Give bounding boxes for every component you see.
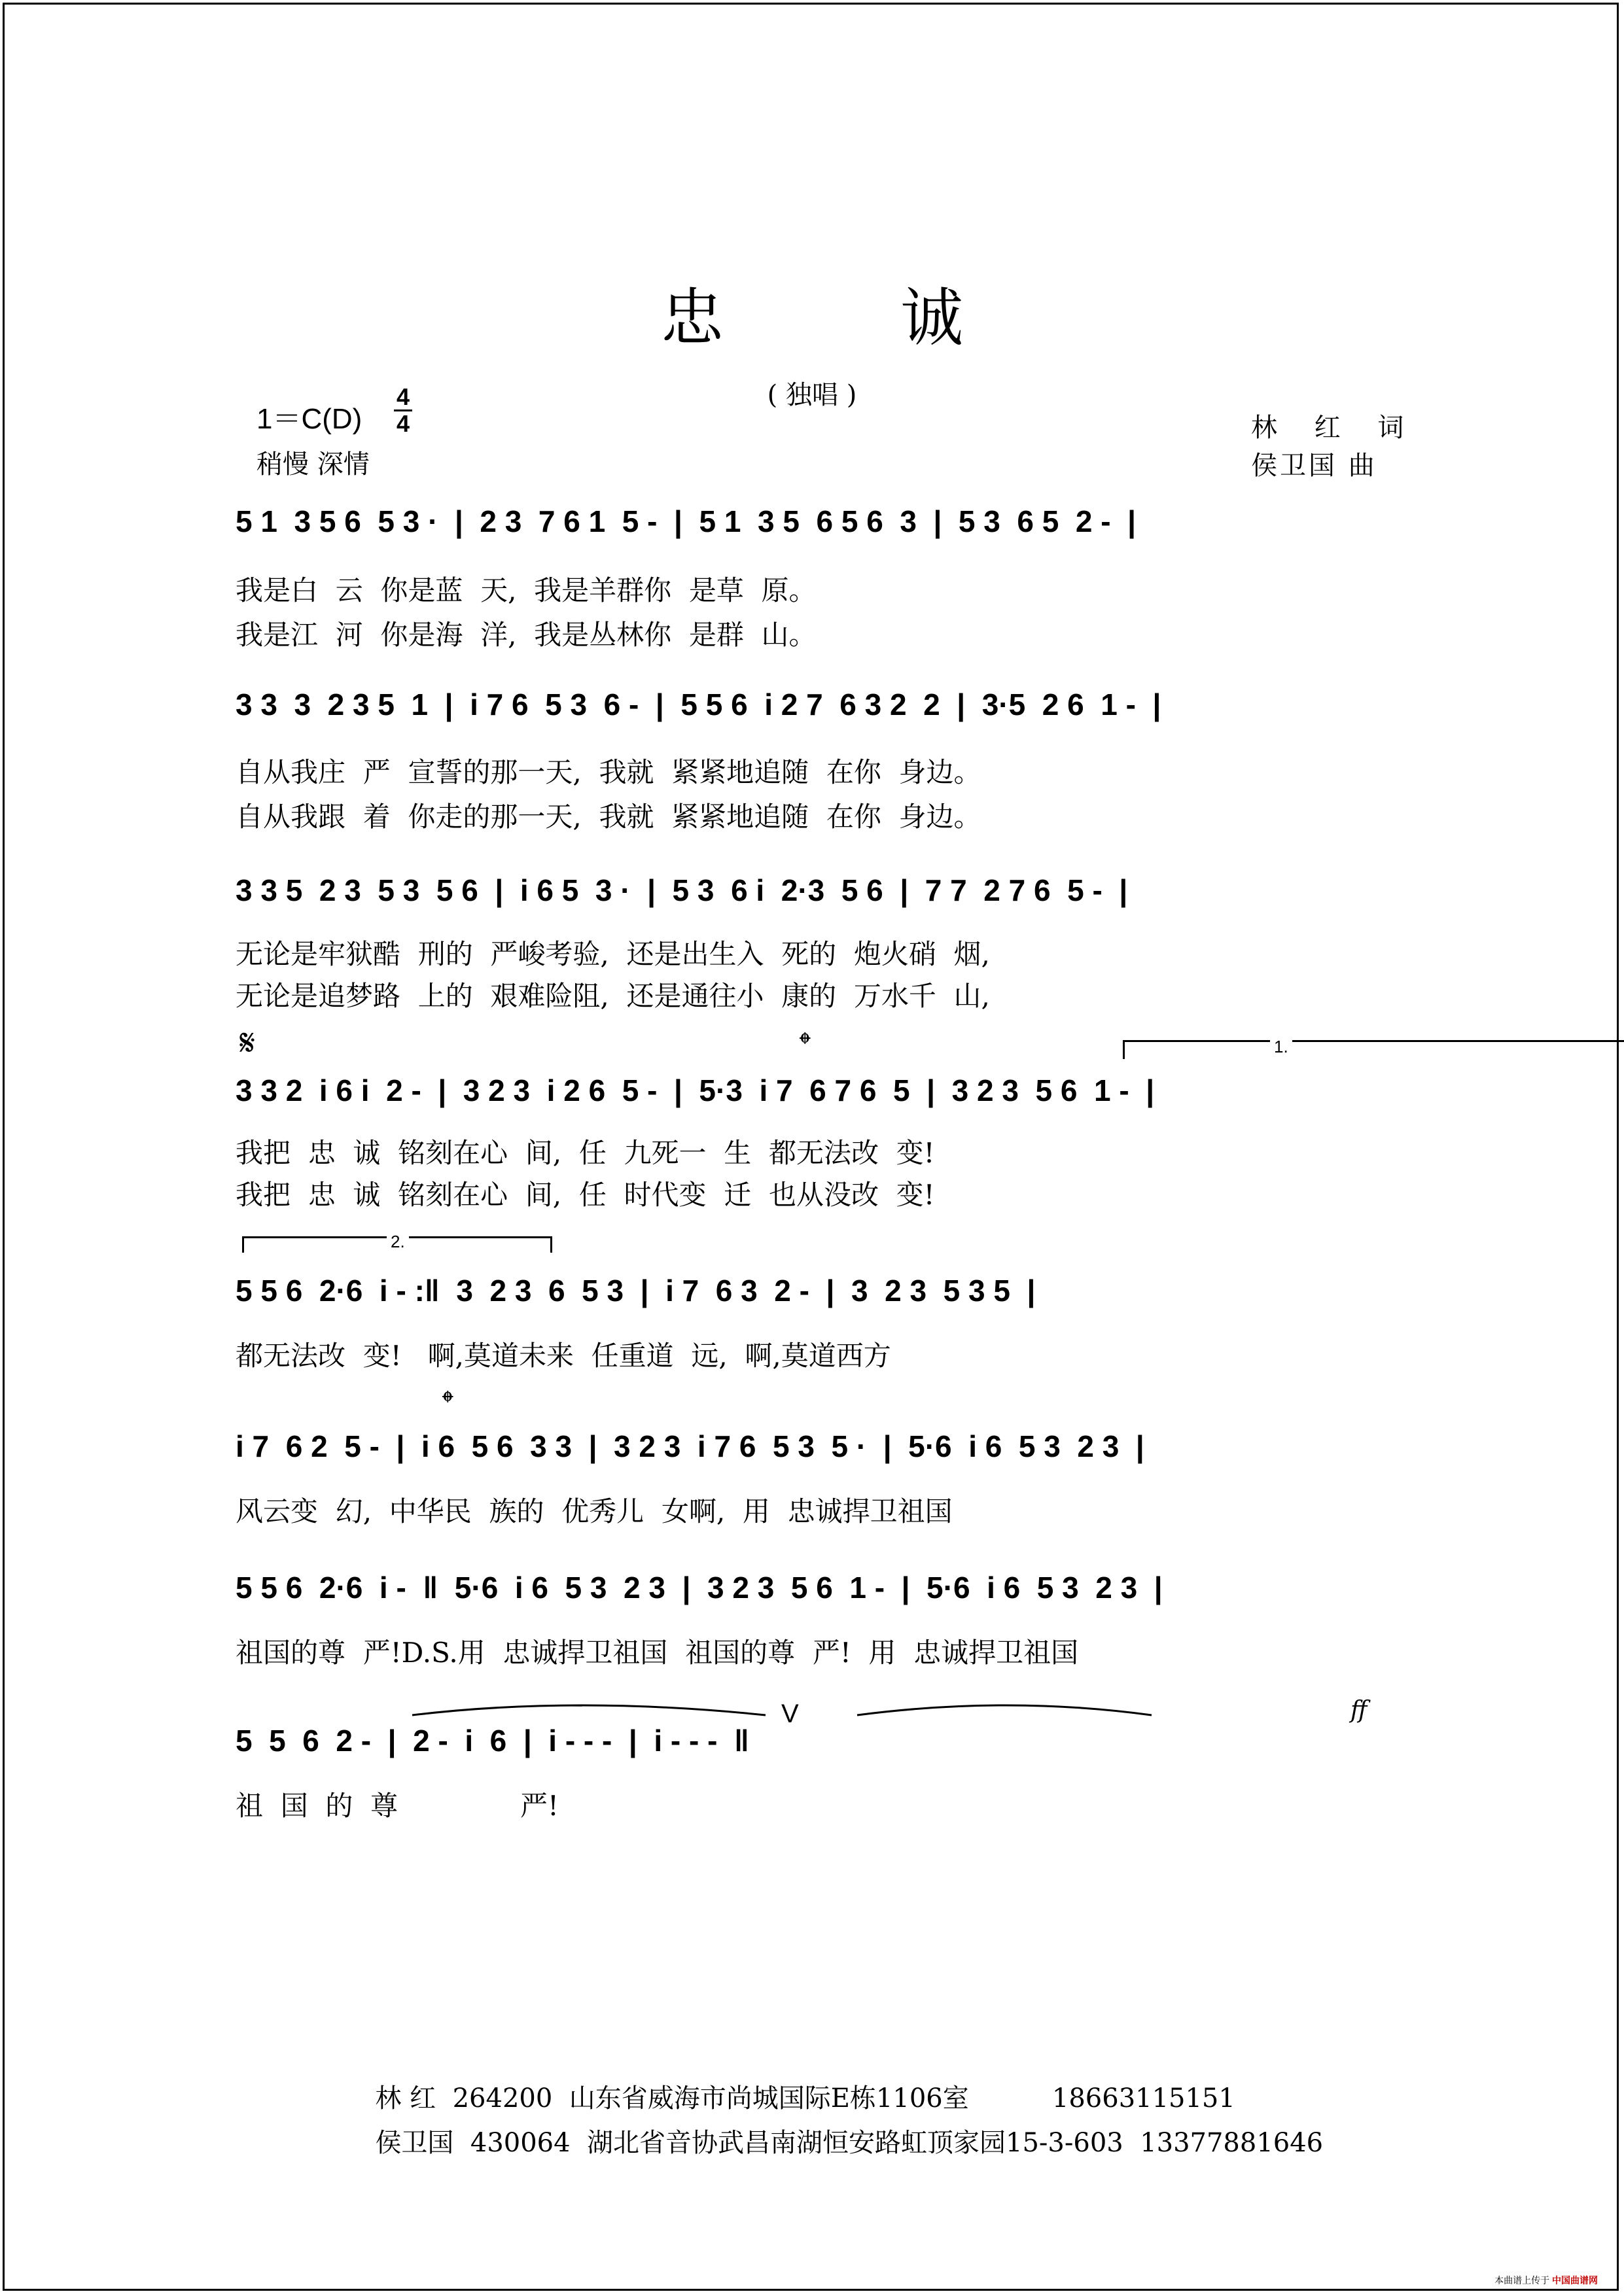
contact-row: [359, 2092, 1323, 2159]
time-signature: [394, 385, 412, 436]
lyric-verse-1: 我是白 云 你是蓝 天, 我是羊群你 是草 原。: [236, 574, 817, 606]
contact-address: 山东省威海市尚城国际E栋1106室: [569, 2083, 969, 2113]
lyric-verse-2: 我是江 河 你是海 洋, 我是丛林你 是群 山。: [236, 619, 817, 651]
time-signature-top: 4: [396, 383, 410, 410]
time-signature-bottom: 4: [396, 410, 410, 437]
lyric-verse-1: 祖 国 的 尊 严!: [236, 1790, 559, 1822]
lyric-verse-1: 都无法改 变! 啊,莫道未来 任重道 远, 啊,莫道西方: [236, 1340, 891, 1372]
contact-postcode: 264200: [452, 2083, 553, 2113]
jianpu-notation: 3 3 3 2 3 5 1 | i 7 6 5 3 6 - | 5 5 6 i 2 7 6 3 2 2 | 3·5 2 6 1 - |: [236, 687, 1161, 722]
tempo-marking: 稍慢 深情: [256, 449, 370, 479]
lyricist-credit: 林 红 词: [1251, 413, 1419, 443]
lyric-verse-2: 我把 忠 诚 铭刻在心 间, 任 时代变 迁 也从没改 变!: [236, 1179, 935, 1211]
volta-bracket-1: [1123, 1037, 1624, 1059]
site-logo: 中国曲谱网: [1552, 2275, 1598, 2286]
contact-name: 林 红: [375, 2083, 436, 2113]
lyric-verse-1: 自从我庄 严 宣誓的那一天, 我就 紧紧地追随 在你 身边。: [236, 756, 981, 788]
source-credit: [1494, 2274, 1598, 2287]
contact-name: 侯卫国: [375, 2128, 454, 2158]
key-signature: 1＝C(D): [256, 403, 362, 435]
contact-phone: 18663115151: [1051, 2083, 1235, 2113]
volta-bracket-2: [242, 1232, 552, 1253]
coda-sign: 𝄌: [800, 1026, 811, 1062]
contact-phone: 13377881646: [1140, 2128, 1324, 2158]
credit-text: 本曲谱上传于: [1494, 2275, 1550, 2286]
jianpu-notation: 5 5 6 2·6 i - ‖ 5·6 i 6 5 3 2 3 | 3 2 3 5 6 1 - | 5·6 i 6 5 3 2 3 |: [236, 1571, 1163, 1605]
volta-label: 1.: [1270, 1037, 1292, 1057]
contact-postcode: 430064: [470, 2128, 571, 2158]
lyric-verse-1: 无论是牢狱酷 刑的 严峻考验, 还是出生入 死的 炮火硝 烟,: [236, 938, 990, 970]
lyric-verse-1: 祖国的尊 严!D.S.用 忠诚捍卫祖国 祖国的尊 严! 用 忠诚捍卫祖国: [236, 1637, 1079, 1669]
performance-type: ( 独唱 ): [767, 380, 857, 410]
song-title: 忠 诚: [660, 281, 1042, 355]
volta-label: 2.: [387, 1232, 409, 1252]
lyric-verse-2: 自从我跟 着 你走的那一天, 我就 紧紧地追随 在你 身边。: [236, 801, 981, 833]
composer-credit: 侯卫国 曲: [1251, 451, 1377, 481]
contact-address: 湖北省音协武昌南湖恒安路虹顶家园15-3-603: [587, 2128, 1123, 2158]
jianpu-notation: 5 5 6 2 - | 2 - i 6 | i - - - | i - - - ‖: [236, 1724, 749, 1758]
lyric-verse-1: 我把 忠 诚 铭刻在心 间, 任 九死一 生 都无法改 变!: [236, 1137, 935, 1169]
jianpu-notation: 5 1 3 5 6 5 3 · | 2 3 7 6 1 5 - | 5 1 3 5 6 5 6 3 | 5 3 6 5 2 - |: [236, 504, 1137, 538]
dynamic-marking: ff: [1350, 1697, 1368, 1724]
breath-mark: V: [781, 1699, 799, 1728]
segno-sign: 𝄋: [239, 1022, 256, 1064]
jianpu-notation: 3 3 2 i 6 i 2 - | 3 2 3 i 2 6 5 - | 5·3 i 7 6 7 6 5 | 3 2 3 5 6 1 - |: [236, 1073, 1155, 1107]
jianpu-notation: 5 5 6 2·6 i - :‖ 3 2 3 6 5 3 | i 7 6 3 2 - | 3 2 3 5 3 5 |: [236, 1274, 1036, 1308]
lyric-verse-2: 无论是追梦路 上的 艰难险阻, 还是通往小 康的 万水千 山,: [236, 980, 990, 1012]
jianpu-notation: i 7 6 2 5 - | i 6 5 6 3 3 | 3 2 3 i 7 6 5 3 5 · | 5·6 i 6 5 3 2 3 |: [236, 1429, 1144, 1463]
coda-sign: 𝄌: [442, 1384, 453, 1421]
jianpu-notation: 3 3 5 2 3 5 3 5 6 | i 6 5 3 · | 5 3 6 i 2·3 5 6 | 7 7 2 7 6 5 - |: [236, 873, 1128, 907]
lyric-verse-1: 风云变 幻, 中华民 族的 优秀儿 女啊, 用 忠诚捍卫祖国: [236, 1495, 953, 1527]
